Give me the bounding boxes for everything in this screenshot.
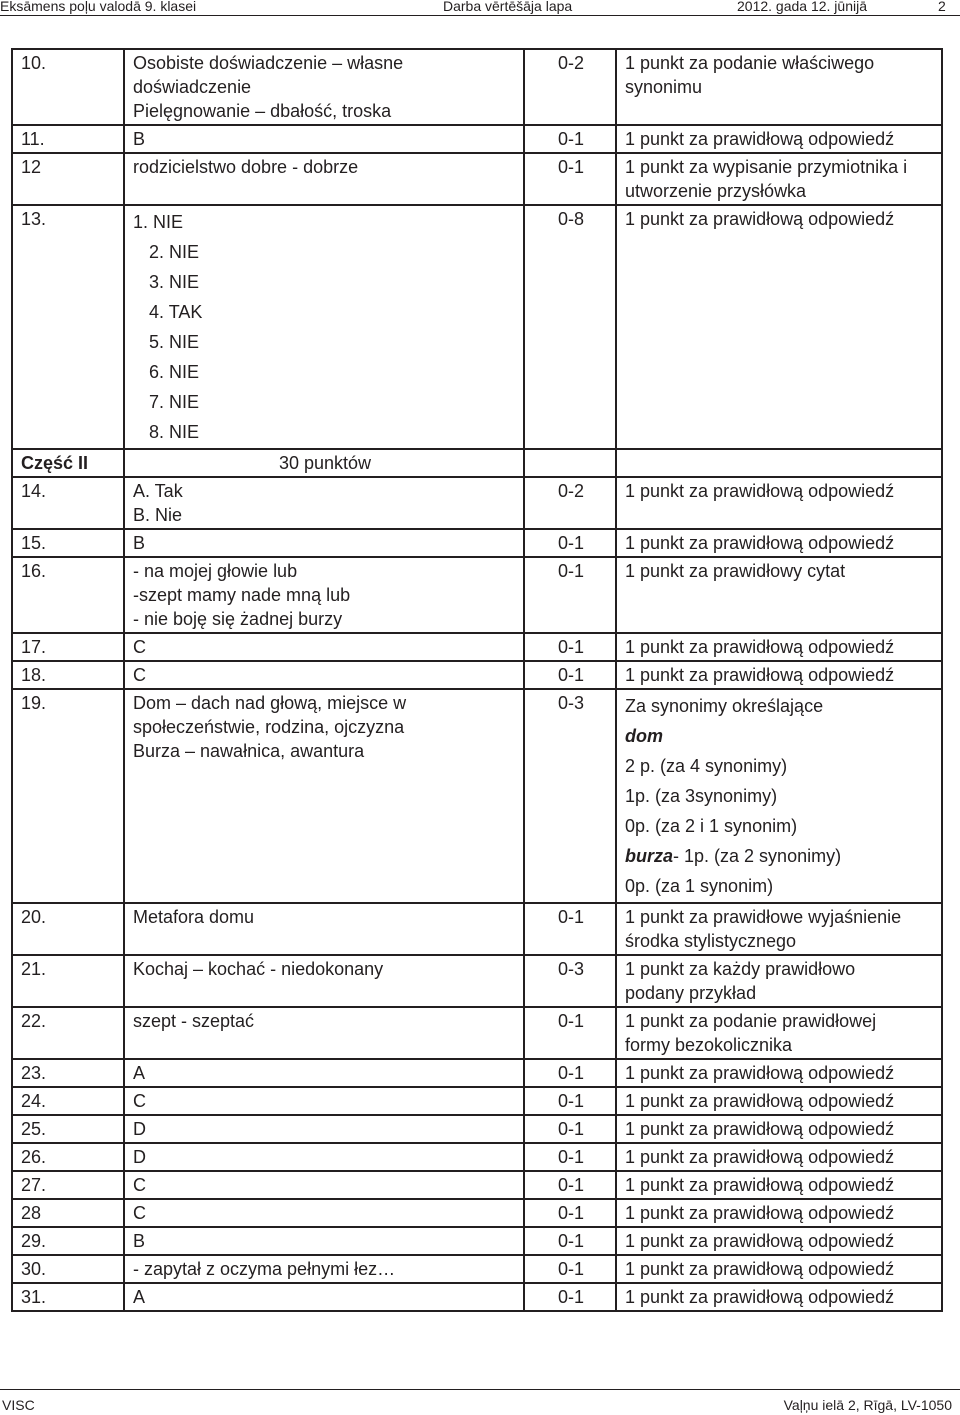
criteria-line: 1 punkt za prawidłową odpowiedź	[625, 1231, 895, 1251]
answer-cell	[124, 661, 524, 689]
criteria-line: środka stylistycznego	[625, 931, 797, 951]
footer-rule	[0, 1389, 960, 1390]
answer-key-body-part2	[12, 477, 942, 1311]
header-page-number: 2	[938, 0, 946, 14]
answer-line: Dom – dach nad głową, miejsce w	[133, 693, 407, 713]
criteria-line: 1 punkt za prawidłową odpowiedź	[625, 1287, 895, 1307]
criteria-cell	[616, 1199, 942, 1227]
question-number: 27.	[12, 1171, 124, 1199]
criteria-line: 1 punkt za prawidłową odpowiedź	[625, 665, 895, 685]
answer-line: społeczeństwie, rodzina, ojczyzna	[133, 717, 405, 737]
criteria-cell	[616, 205, 942, 449]
answer-cell	[124, 1115, 524, 1143]
answer-line: B. Nie	[133, 505, 183, 525]
table-row	[12, 1115, 942, 1143]
criteria-line: 0p. (za 1 synonim)	[625, 876, 774, 896]
section-points: 30 punktów	[124, 449, 524, 477]
criteria-line: 2 p. (za 4 synonimy)	[625, 756, 788, 776]
criteria-cell	[616, 689, 942, 903]
answer-cell	[124, 153, 524, 205]
answer-line: B	[133, 129, 146, 149]
criteria-line: 1 punkt za prawidłową odpowiedź	[625, 1259, 895, 1279]
table-row	[12, 205, 942, 449]
points-range: 0-3	[524, 689, 616, 903]
criteria-line: 1 punkt za prawidłową odpowiedź	[625, 637, 895, 657]
answer-line: D	[133, 1147, 146, 1167]
answer-cell	[124, 529, 524, 557]
question-number: 13.	[12, 205, 124, 449]
table-row	[12, 1007, 942, 1059]
criteria-line: 1 punkt za prawidłowy cytat	[625, 561, 846, 581]
answer-line: - zapytał z oczyma pełnymi łez…	[133, 1259, 396, 1279]
answer-cell	[124, 1143, 524, 1171]
answer-cell	[124, 689, 524, 903]
criteria-line: 1 punkt za prawidłową odpowiedź	[625, 209, 895, 229]
answer-line: 8. NIE	[149, 422, 200, 442]
table-row	[12, 633, 942, 661]
question-number: 18.	[12, 661, 124, 689]
criteria-line: 1 punkt za wypisanie przymiotnika i	[625, 157, 908, 177]
answer-line: A	[133, 1287, 146, 1307]
section-points-empty	[524, 449, 616, 477]
answer-key-table	[11, 48, 943, 1312]
header-date: 2012. gada 12. jūnijā	[737, 0, 867, 14]
criteria-cell	[616, 49, 942, 125]
header-rule	[0, 15, 960, 16]
criteria-cell	[616, 1087, 942, 1115]
criteria-line: Za synonimy określające	[625, 696, 824, 716]
table-row	[12, 1199, 942, 1227]
answer-cell	[124, 1255, 524, 1283]
table-row	[12, 557, 942, 633]
points-range: 0-1	[524, 903, 616, 955]
table-row	[12, 153, 942, 205]
criteria-line: podany przykład	[625, 983, 757, 1003]
points-range: 0-1	[524, 125, 616, 153]
criteria-line: 1p. (za 3synonimy)	[625, 786, 778, 806]
answer-line: C	[133, 637, 146, 657]
criteria-line	[625, 721, 935, 751]
points-range: 0-1	[524, 1007, 616, 1059]
answer-line: D	[133, 1119, 146, 1139]
question-number: 22.	[12, 1007, 124, 1059]
criteria-cell	[616, 153, 942, 205]
answer-line: B	[133, 533, 146, 553]
criteria-line: 1 punkt za prawidłową odpowiedź	[625, 1147, 895, 1167]
answer-cell	[124, 125, 524, 153]
criteria-line: 1 punkt za prawidłową odpowiedź	[625, 481, 895, 501]
answer-line: 3. NIE	[149, 272, 200, 292]
criteria-line: synonimu	[625, 77, 703, 97]
criteria-line: formy bezokolicznika	[625, 1035, 793, 1055]
question-number: 24.	[12, 1087, 124, 1115]
section-criteria-empty	[616, 449, 942, 477]
question-number: 20.	[12, 903, 124, 955]
table-row	[12, 1143, 942, 1171]
section-row-group	[12, 449, 942, 477]
question-number: 28	[12, 1199, 124, 1227]
answer-cell	[124, 1059, 524, 1087]
criteria-cell	[616, 529, 942, 557]
answer-line: C	[133, 1175, 146, 1195]
table-row	[12, 1087, 942, 1115]
criteria-cell	[616, 557, 942, 633]
footer-org: VISC	[2, 1397, 35, 1413]
answer-cell	[124, 1087, 524, 1115]
answer-line: - nie boję się żadnej burzy	[133, 609, 343, 629]
criteria-line: 1 punkt za prawidłową odpowiedź	[625, 1119, 895, 1139]
question-number: 15.	[12, 529, 124, 557]
points-range: 0-1	[524, 1199, 616, 1227]
points-range: 0-3	[524, 955, 616, 1007]
table-row	[12, 689, 942, 903]
question-number: 23.	[12, 1059, 124, 1087]
points-range: 0-1	[524, 1059, 616, 1087]
answer-line: Kochaj – kochać - niedokonany	[133, 959, 384, 979]
question-number: 25.	[12, 1115, 124, 1143]
header-exam-title: Eksāmens poļu valodā 9. klasei	[0, 0, 197, 14]
criteria-cell	[616, 1283, 942, 1311]
criteria-cell	[616, 1143, 942, 1171]
question-number: 19.	[12, 689, 124, 903]
points-range: 0-1	[524, 1143, 616, 1171]
answer-line: 6. NIE	[149, 362, 200, 382]
answer-cell	[124, 49, 524, 125]
criteria-line: 1 punkt za prawidłową odpowiedź	[625, 1063, 895, 1083]
answer-line: szept - szeptać	[133, 1011, 255, 1031]
answer-cell	[124, 1227, 524, 1255]
points-range: 0-1	[524, 1255, 616, 1283]
answer-line: Burza – nawałnica, awantura	[133, 741, 365, 761]
section-label: Część II	[12, 449, 124, 477]
criteria-line: 1 punkt za podanie prawidłowej	[625, 1011, 877, 1031]
table-row	[12, 1255, 942, 1283]
answer-key-body-part1	[12, 49, 942, 449]
question-number: 31.	[12, 1283, 124, 1311]
answer-line: 5. NIE	[149, 332, 200, 352]
criteria-line: utworzenie przysłówka	[625, 181, 807, 201]
answer-line: 1. NIE	[133, 212, 184, 232]
criteria-cell	[616, 1115, 942, 1143]
criteria-cell	[616, 1171, 942, 1199]
criteria-cell	[616, 633, 942, 661]
answer-line: 2. NIE	[149, 242, 200, 262]
table-row	[12, 49, 942, 125]
table-row	[12, 529, 942, 557]
table-row	[12, 1171, 942, 1199]
answer-line: A. Tak	[133, 481, 183, 501]
answer-line: doświadczenie	[133, 77, 252, 97]
points-range: 0-1	[524, 557, 616, 633]
points-range: 0-1	[524, 1283, 616, 1311]
question-number: 21.	[12, 955, 124, 1007]
criteria-keyword: dom	[625, 726, 663, 746]
criteria-cell	[616, 477, 942, 529]
question-number: 26.	[12, 1143, 124, 1171]
header-sheet-title: Darba vērtēšāja lapa	[443, 0, 573, 14]
answer-cell	[124, 633, 524, 661]
question-number: 10.	[12, 49, 124, 125]
points-range: 0-1	[524, 1171, 616, 1199]
criteria-cell	[616, 1059, 942, 1087]
criteria-line: 1 punkt za prawidłową odpowiedź	[625, 129, 895, 149]
answer-line: Osobiste doświadczenie – własne	[133, 53, 404, 73]
criteria-line	[625, 841, 935, 871]
points-range: 0-1	[524, 661, 616, 689]
criteria-line: 1 punkt za prawidłową odpowiedź	[625, 1091, 895, 1111]
answer-cell	[124, 955, 524, 1007]
criteria-line: 1 punkt za podanie właściwego	[625, 53, 875, 73]
answer-cell	[124, 205, 524, 449]
criteria-keyword: burza	[625, 846, 674, 866]
criteria-cell	[616, 1007, 942, 1059]
answer-cell	[124, 1283, 524, 1311]
criteria-cell	[616, 903, 942, 955]
answer-cell	[124, 1199, 524, 1227]
table-row	[12, 125, 942, 153]
answer-line: Pielęgnowanie – dbałość, troska	[133, 101, 392, 121]
table-row	[12, 903, 942, 955]
answer-cell	[124, 477, 524, 529]
points-range: 0-1	[524, 1115, 616, 1143]
criteria-cell	[616, 125, 942, 153]
answer-line: -szept mamy nade mną lub	[133, 585, 351, 605]
footer-address: Vaļņu ielā 2, Rīgā, LV-1050	[783, 1397, 952, 1413]
points-range: 0-1	[524, 1227, 616, 1255]
answer-line: B	[133, 1231, 146, 1251]
criteria-cell	[616, 955, 942, 1007]
table-row	[12, 1283, 942, 1311]
criteria-line: 1 punkt za prawidłową odpowiedź	[625, 533, 895, 553]
criteria-line: 1 punkt za prawidłową odpowiedź	[625, 1203, 895, 1223]
page-header	[0, 0, 960, 16]
answer-line: C	[133, 665, 146, 685]
answer-line: C	[133, 1091, 146, 1111]
answer-cell	[124, 903, 524, 955]
table-row	[12, 477, 942, 529]
criteria-cell	[616, 1227, 942, 1255]
table-row	[12, 661, 942, 689]
criteria-cell	[616, 661, 942, 689]
section-row	[12, 449, 942, 477]
question-number: 12	[12, 153, 124, 205]
answer-line: 4. TAK	[149, 302, 203, 322]
answer-cell	[124, 557, 524, 633]
criteria-line: 0p. (za 2 i 1 synonim)	[625, 816, 798, 836]
points-range: 0-1	[524, 153, 616, 205]
criteria-cell	[616, 1255, 942, 1283]
table-row	[12, 1059, 942, 1087]
points-range: 0-1	[524, 529, 616, 557]
table-row	[12, 1227, 942, 1255]
answer-line: rodzicielstwo dobre - dobrze	[133, 157, 359, 177]
criteria-line: 1 punkt za prawidłowe wyjaśnienie	[625, 907, 902, 927]
question-number: 29.	[12, 1227, 124, 1255]
page-footer	[0, 1387, 960, 1415]
points-range: 0-1	[524, 1087, 616, 1115]
points-range: 0-8	[524, 205, 616, 449]
points-range: 0-2	[524, 49, 616, 125]
answer-line: Metafora domu	[133, 907, 255, 927]
answer-cell	[124, 1171, 524, 1199]
criteria-text: - 1p. (za 2 synonimy)	[673, 846, 842, 866]
question-number: 17.	[12, 633, 124, 661]
points-range: 0-2	[524, 477, 616, 529]
answer-line: C	[133, 1203, 146, 1223]
answer-line: - na mojej głowie lub	[133, 561, 298, 581]
points-range: 0-1	[524, 633, 616, 661]
criteria-line: 1 punkt za każdy prawidłowo	[625, 959, 856, 979]
question-number: 16.	[12, 557, 124, 633]
criteria-line: 1 punkt za prawidłową odpowiedź	[625, 1175, 895, 1195]
answer-line: A	[133, 1063, 146, 1083]
answer-line: 7. NIE	[149, 392, 200, 412]
answer-cell	[124, 1007, 524, 1059]
question-number: 30.	[12, 1255, 124, 1283]
question-number: 14.	[12, 477, 124, 529]
table-row	[12, 955, 942, 1007]
question-number: 11.	[12, 125, 124, 153]
